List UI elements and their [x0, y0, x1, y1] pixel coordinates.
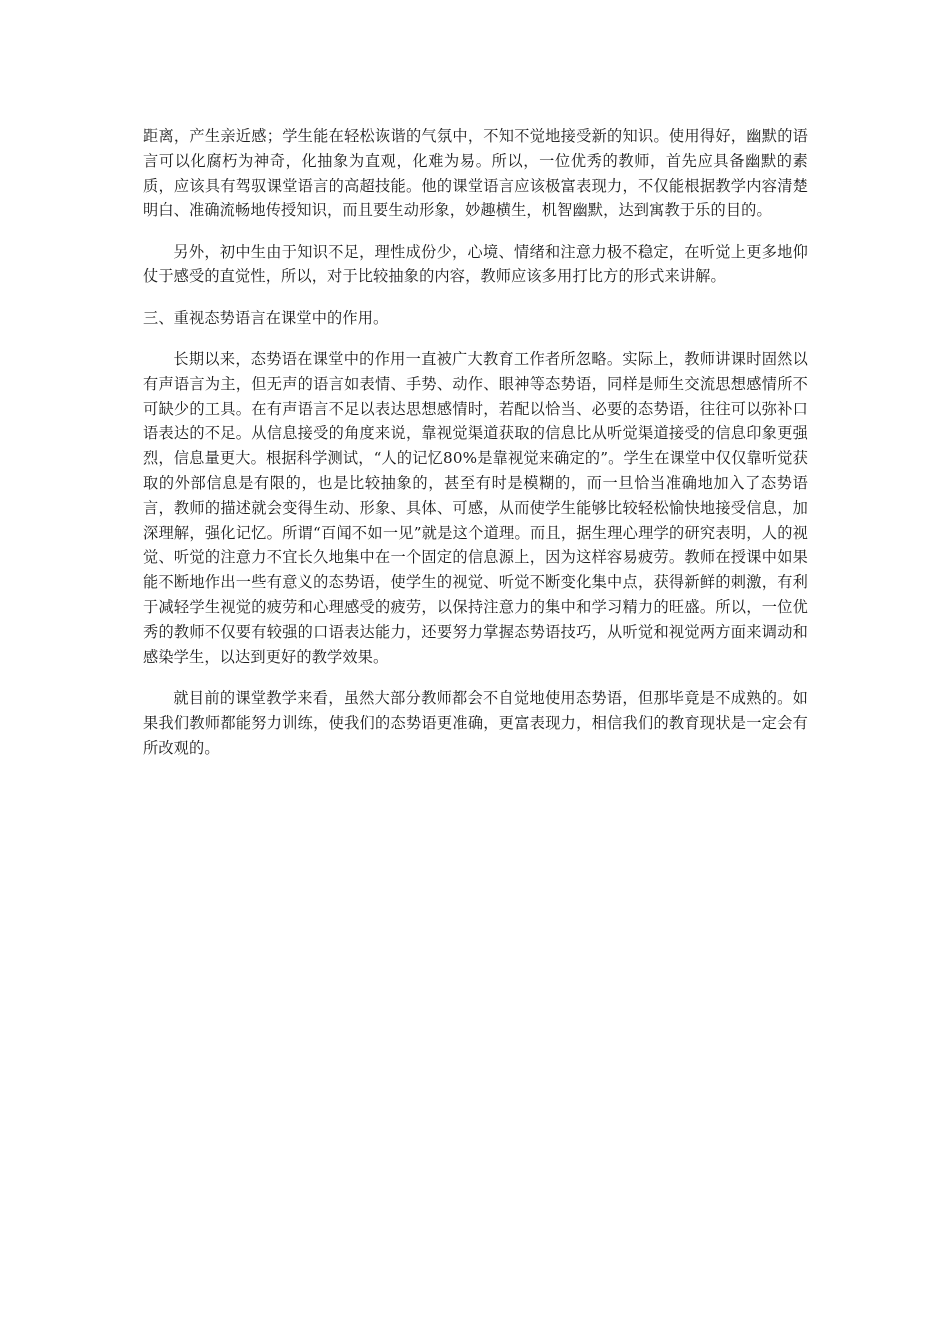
paragraph-junior-students-intuition: 另外，初中生由于知识不足，理性成份少，心境、情绪和注意力极不稳定，在听觉上更多地仰仗于感受的直觉性，所以，对于比较抽象的内容，教师应该多用打比方的形式来讲解。 [143, 242, 808, 286]
paragraph-humor-language: 距离，产生亲近感；学生能在轻松诙谐的气氛中，不知不觉地接受新的知识。使用得好，幽默的语言可以化腐朽为神奇，化抽象为直观，化难为易。所以，一位优秀的教师，首先应具备幽默的素质，应该具有驾驭课堂语言的高超技能。他的课堂语言应该极富表现力，不仅能根据教学内容清楚明白、准确流畅地传授知识，而且要生动形象，妙趣横生，机智幽默，达到寓教于乐的目的。 [143, 127, 808, 220]
document-body [143, 124, 808, 777]
section-heading-body-language: 三、重视态势语言在课堂中的作用。 [143, 308, 389, 327]
paragraph-body-language-role: 长期以来，态势语在课堂中的作用一直被广大教育工作者所忽略。实际上，教师讲课时固然以有声语言为主，但无声的语言如表情、手势、动作、眼神等态势语，同样是师生交流思想感情所不可缺少的工具。在有声语言不足以表达思想感情时，若配以恰当、必要的态势语，往往可以弥补口语表达的不足。从信息接受的角度来说，靠视觉渠道获取的信息比从听觉渠道接受的信息印象更强烈，信息量更大。根据科学测试，“人的记忆80%是靠视觉来确定的”。学生在课堂中仅仅靠听觉获取的外部信息是有限的，也是比较抽象的，甚至有时是模糊的，而一旦恰当准确地加入了态势语言，教师的描述就会变得生动、形象、具体、可感，从而使学生能够比较轻松愉快地接受信息，加深理解，强化记忆。所谓“百闻不如一见”就是这个道理。而且，据生理心理学的研究表明，人的视觉、听觉的注意力不宜长久地集中在一个固定的信息源上，因为这样容易疲劳。教师在授课中如果能不断地作出一些有意义的态势语，使学生的视觉、听觉不断变化集中点，获得新鲜的刺激，有利于减轻学生视觉的疲劳和心理感受的疲劳，以保持注意力的集中和学习精力的旺盛。所以，一位优秀的教师不仅要有较强的口语表达能力，还要努力掌握态势语技巧，从听觉和视觉两方面来调动和感染学生，以达到更好的教学效果。 [143, 350, 808, 666]
paragraph-current-teaching-status: 就目前的课堂教学来看，虽然大部分教师都会不自觉地使用态势语，但那毕竟是不成熟的。如果我们教师都能努力训练，使我们的态势语更准确，更富表现力，相信我们的教育现状是一定会有所改观的。 [143, 688, 808, 757]
